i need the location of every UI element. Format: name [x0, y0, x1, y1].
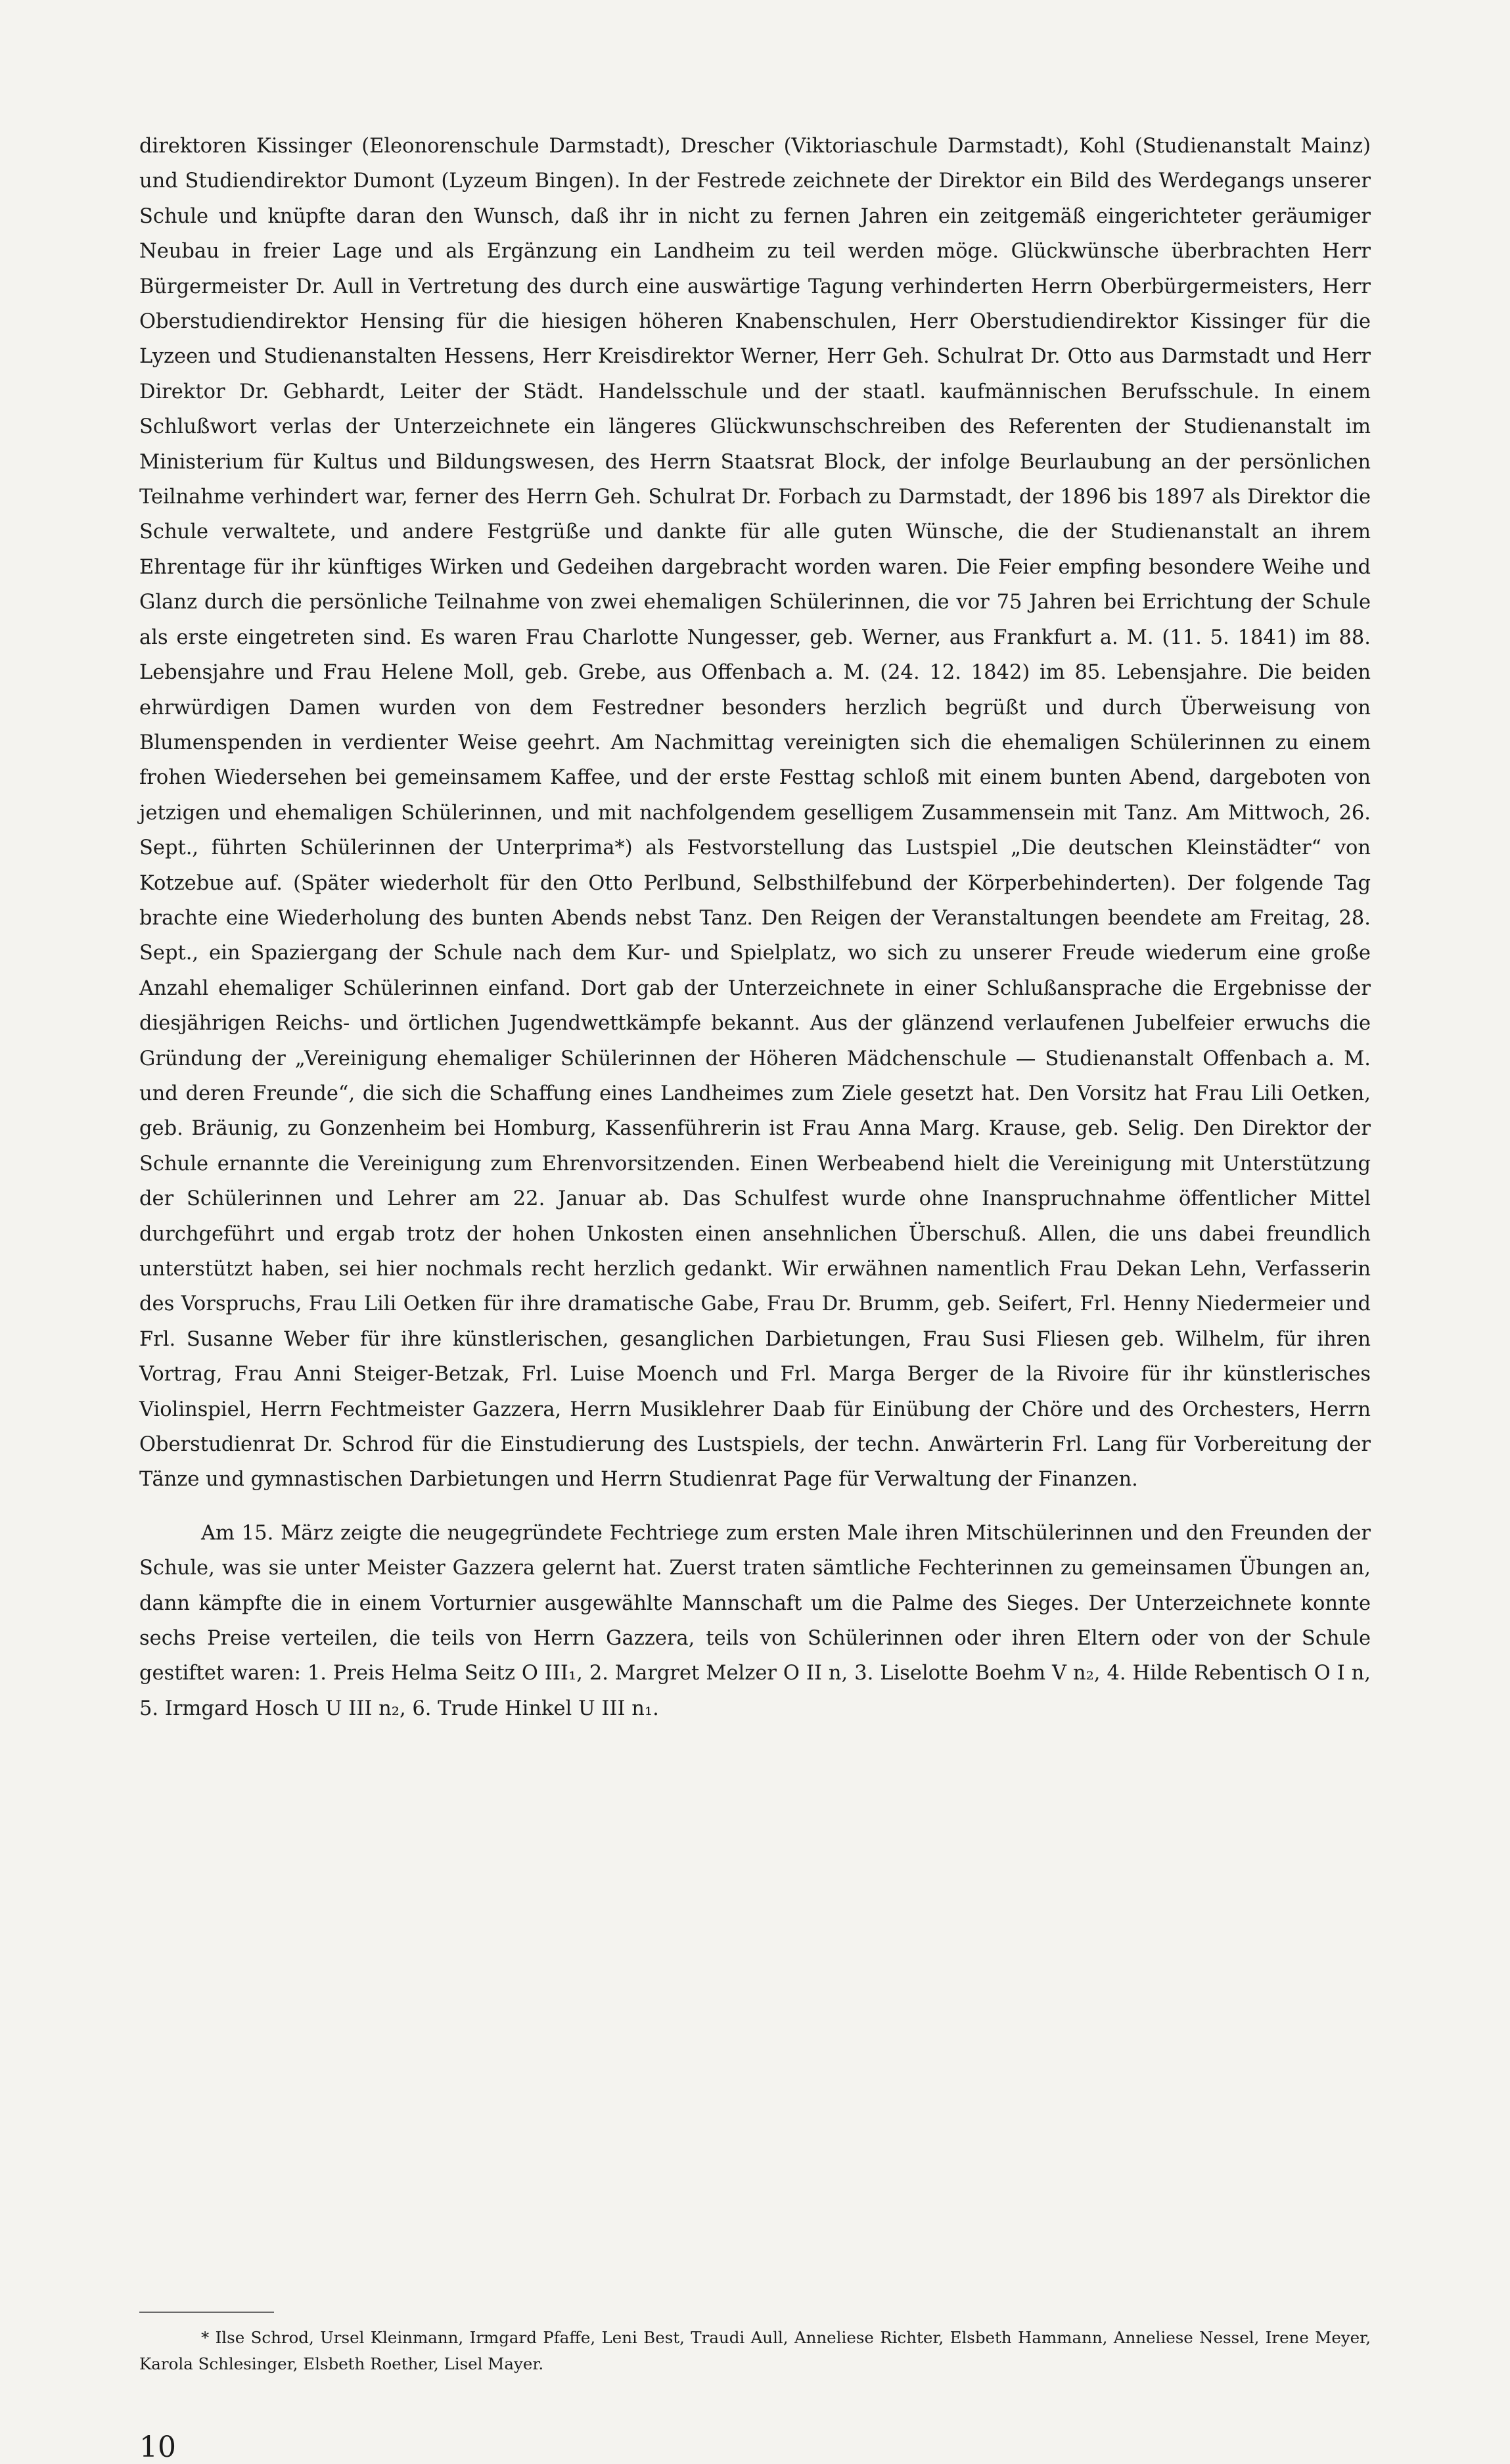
body-text	[139, 129, 1371, 1726]
paragraph-fencing-team: Am 15. März zeigte die neugegründete Fechtriege zum ersten Male ihren Mitschülerinnen und den Freunden der Schule, was sie unter Meister Gazzera gelernt hat. Zuerst traten sämtliche Fechterinnen zu gemeinsamen Übungen an, dann kämpfte die in einem Vorturnier ausgewählte Mannschaft um die Palme des Sieges. Der Unterzeichnete konnte sechs Preise verteilen, die teils von Herrn Gazzera, teils von Schülerinnen oder ihren Eltern oder von der Schule gestiftet waren: 1. Preis Helma Seitz O III₁, 2. Margret Melzer O II n, 3. Liselotte Boehm V n₂, 4. Hilde Rebentisch O I n, 5. Irmgard Hosch U III n₂, 6. Trude Hinkel U III n₁.	[139, 1521, 1371, 1720]
footnote-divider	[139, 2312, 274, 2313]
page-number: 10	[139, 2430, 176, 2464]
paragraph-festival-report: direktoren Kissinger (Eleonorenschule Darmstadt), Drescher (Viktoriaschule Darmstadt), Kohl (Studienanstalt Mainz) und Studiendirektor Dumont (Lyzeum Bingen). In der Festrede zeichnete der Direktor ein Bild des Werdegangs unserer Schule und knüpfte daran den Wunsch, daß ihr in nicht zu fernen Jahren ein zeitgemäß eingerichteter geräumiger Neubau in freier Lage und als Ergänzung ein Landheim zu teil werden möge. Glückwünsche überbrachten Herr Bürgermeister Dr. Aull in Vertretung des durch eine auswärtige Tagung verhinderten Herrn Oberbürgermeisters, Herr Oberstudiendirektor Hensing für die hiesigen höheren Knabenschulen, Herr Oberstudiendirektor Kissinger für die Lyzeen und Studienanstalten Hessens, Herr Kreisdirektor Werner, Herr Geh. Schulrat Dr. Otto aus Darmstadt und Herr Direktor Dr. Gebhardt, Leiter der Städt. Handelsschule und der staatl. kaufmännischen Berufsschule. In einem Schlußwort verlas der Unterzeichnete ein längeres Glückwunschschreiben des Referenten der Studienanstalt im Ministerium für Kultus und Bildungswesen, des Herrn Staatsrat Block, der infolge Beurlaubung an der persönlichen Teilnahme verhindert war, ferner des Herrn Geh. Schulrat Dr. Forbach zu Darmstadt, der 1896 bis 1897 als Direktor die Schule verwaltete, und andere Festgrüße und dankte für alle guten Wünsche, die der Studienanstalt an ihrem Ehrentage für ihr künftiges Wirken und Gedeihen dargebracht worden waren. Die Feier empfing besondere Weihe und Glanz durch die persönliche Teilnahme von zwei ehemaligen Schülerinnen, die vor 75 Jahren bei Errichtung der Schule als erste eingetreten sind. Es waren Frau Charlotte Nungesser, geb. Werner, aus Frankfurt a. M. (11. 5. 1841) im 88. Lebensjahre und Frau Helene Moll, geb. Grebe, aus Offenbach a. M. (24. 12. 1842) im 85. Lebensjahre. Die beiden ehrwürdigen Damen wurden von dem Festredner besonders herzlich begrüßt und durch Überweisung von Blumenspenden in verdienter Weise geehrt. Am Nachmittag vereinigten sich die ehemaligen Schülerinnen zu einem frohen Wiedersehen bei gemeinsamem Kaffee, und der erste Festtag schloß mit einem bunten Abend, dargeboten von jetzigen und ehemaligen Schülerinnen, und mit nachfolgendem geselligem Zusammensein mit Tanz. Am Mittwoch, 26. Sept., führten Schülerinnen der Unterprima*) als Festvorstellung das Lustspiel „Die deutschen Kleinstädter“ von Kotzebue auf. (Später wiederholt für den Otto Perlbund, Selbsthilfebund der Körperbehinderten). Der folgende Tag brachte eine Wiederholung des bunten Abends nebst Tanz. Den Reigen der Veranstaltungen beendete am Freitag, 28. Sept., ein Spaziergang der Schule nach dem Kur- und Spielplatz, wo sich zu unserer Freude wiederum eine große Anzahl ehemaliger Schülerinnen einfand. Dort gab der Unterzeichnete in einer Schlußansprache die Ergebnisse der diesjährigen Reichs- und örtlichen Jugendwettkämpfe bekannt. Aus der glänzend verlaufenen Jubelfeier erwuchs die Gründung der „Vereinigung ehemaliger Schülerinnen der Höheren Mädchenschule — Studienanstalt Offenbach a. M. und deren Freunde“, die sich die Schaffung eines Landheimes zum Ziele gesetzt hat. Den Vorsitz hat Frau Lili Oetken, geb. Bräunig, zu Gonzenheim bei Homburg, Kassenführerin ist Frau Anna Marg. Krause, geb. Selig. Den Direktor der Schule ernannte die Vereinigung zum Ehrenvorsitzenden. Einen Werbeabend hielt die Vereinigung mit Unterstützung der Schülerinnen und Lehrer am 22. Januar ab. Das Schulfest wurde ohne Inanspruchnahme öffentlicher Mittel durchgeführt und ergab trotz der hohen Unkosten einen ansehnlichen Überschuß. Allen, die uns dabei freundlich unterstützt haben, sei hier nochmals recht herzlich gedankt. Wir erwähnen namentlich Frau Dekan Lehn, Verfasserin des Vorspruchs, Frau Lili Oetken für ihre dramatische Gabe, Frau Dr. Brumm, geb. Seifert, Frl. Henny Niedermeier und Frl. Susanne Weber für ihre künstlerischen, gesanglichen Darbietungen, Frau Susi Fliesen geb. Wilhelm, für ihren Vortrag, Frau Anni Steiger-Betzak, Frl. Luise Moench und Frl. Marga Berger de la Rivoire für ihr künstlerisches Violinspiel, Herrn Fechtmeister Gazzera, Herrn Musiklehrer Daab für Einübung der Chöre und des Orchesters, Herrn Oberstudienrat Dr. Schrod für die Einstudierung des Lustspiels, der techn. Anwärterin Frl. Lang für Vorbereitung der Tänze und gymnastischen Darbietungen und Herrn Studienrat Page für Verwaltung der Finanzen.	[139, 135, 1371, 1492]
footnote-unterprima-cast: * Ilse Schrod, Ursel Kleinmann, Irmgard Pfaffe, Leni Best, Traudi Aull, Anneliese Richter, Elsbeth Hammann, Anneliese Nessel, Irene Meyer, Karola Schlesinger, Elsbeth Roether, Lisel Mayer.	[139, 2328, 1371, 2373]
